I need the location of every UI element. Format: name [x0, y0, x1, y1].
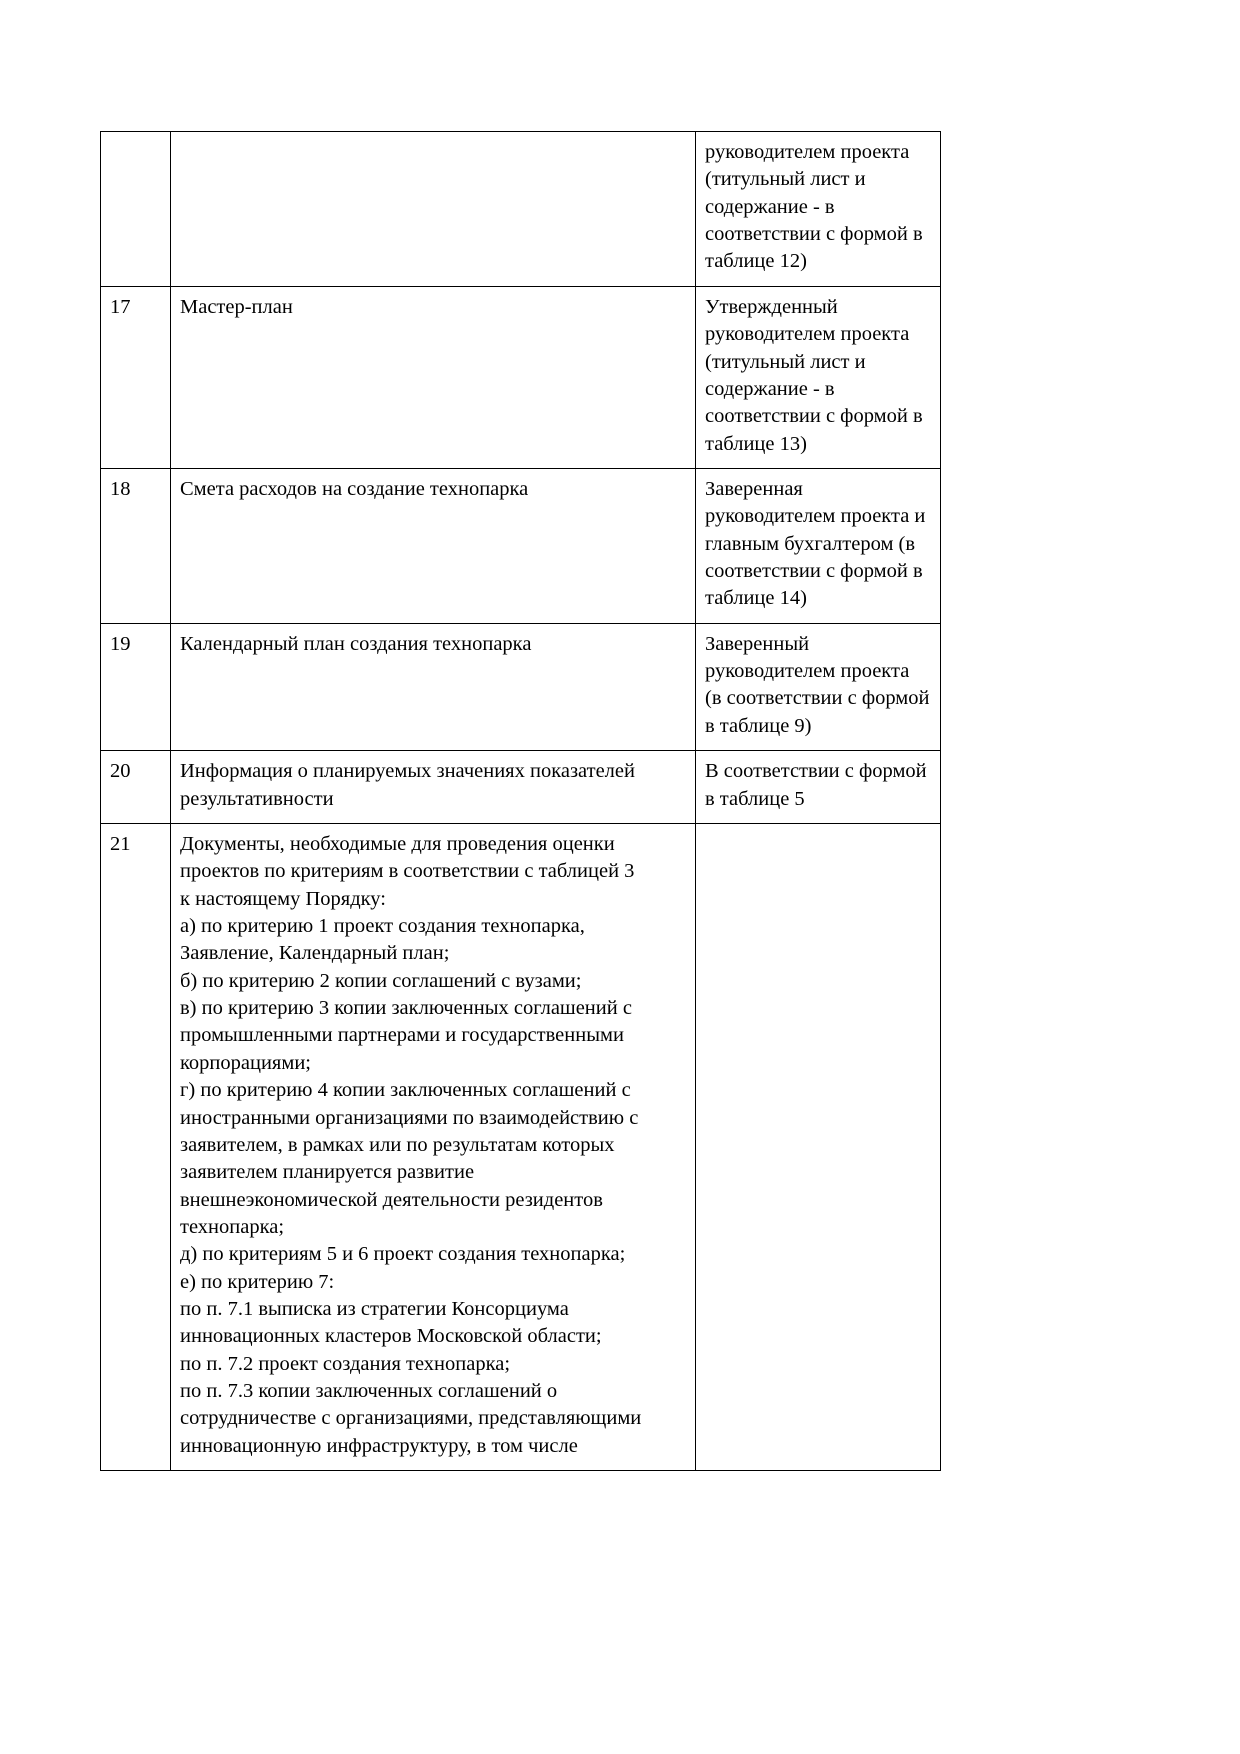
document-name-line: Документы, необходимые для проведения оценки	[180, 832, 615, 855]
table-row	[101, 468, 941, 623]
document-name-line: результативности	[180, 787, 334, 810]
row-number-cell	[101, 468, 171, 623]
table-row	[101, 286, 941, 468]
requirement-line: таблице 12)	[705, 250, 807, 273]
document-name: Мастер-план	[180, 295, 293, 318]
requirement-line: руководителем проекта	[705, 660, 910, 683]
document-name-line: г) по критерию 4 копии заключенных соглашений с	[180, 1079, 631, 1102]
requirement-line: главным бухгалтером (в	[705, 532, 916, 555]
document-name: Календарный план создания технопарка	[180, 632, 532, 655]
document-name-line: инновационных кластеров Московской области;	[180, 1325, 602, 1348]
table-row	[101, 823, 941, 1470]
requirements-table	[100, 131, 941, 1471]
document-name-line: иностранными организациями по взаимодействию с	[180, 1106, 639, 1129]
row-number-cell	[101, 623, 171, 750]
requirement-cell	[696, 751, 941, 824]
row-number: 18	[110, 477, 131, 500]
document-name-line: по п. 7.3 копии заключенных соглашений о	[180, 1380, 558, 1403]
requirement-empty	[705, 831, 931, 832]
document-name-line: в) по критерию 3 копии заключенных соглашений с	[180, 997, 632, 1020]
document-name-line: Заявление, Календарный план;	[180, 942, 450, 965]
row-number: 17	[110, 295, 131, 318]
document-name-line: внешнеэкономической деятельности резидентов	[180, 1188, 603, 1211]
requirement-line: соответствии с формой в	[705, 560, 923, 583]
document-name-cell	[171, 468, 696, 623]
row-number-cell	[101, 823, 171, 1470]
table-row	[101, 623, 941, 750]
document-name-line: корпорациями;	[180, 1051, 311, 1074]
requirement-line: Заверенный	[705, 632, 810, 655]
requirement-line: Заверенная	[705, 477, 803, 500]
requirement-line: соответствии с формой в	[705, 223, 923, 246]
document-name-cell	[171, 751, 696, 824]
requirement-line: таблице 13)	[705, 432, 807, 455]
document-name-line: промышленными партнерами и государственными	[180, 1024, 624, 1047]
document-name-line: по п. 7.1 выписка из стратегии Консорциума	[180, 1298, 569, 1321]
document-name-line: заявителем планируется развитие	[180, 1161, 475, 1184]
table-row	[101, 132, 941, 287]
document-name-line: сотрудничестве с организациями, представляющими	[180, 1407, 642, 1430]
requirement-cell	[696, 823, 941, 1470]
row-number-cell	[101, 751, 171, 824]
requirement-line: руководителем проекта	[705, 323, 910, 346]
row-number-cell	[101, 286, 171, 468]
document-name-line: технопарка;	[180, 1215, 285, 1238]
requirement-line: (в соответствии с формой	[705, 687, 930, 710]
document-name	[180, 139, 686, 140]
requirement-cell	[696, 623, 941, 750]
document-name-line: б) по критерию 2 копии соглашений с вузами;	[180, 969, 582, 992]
requirement-line: руководителем проекта	[705, 141, 910, 163]
requirement-cell	[696, 468, 941, 623]
document-name-line: заявителем, в рамках или по результатам которых	[180, 1133, 615, 1156]
requirement-line: соответствии с формой в	[705, 405, 923, 428]
document-name-cell	[171, 286, 696, 468]
requirement-line: руководителем проекта и	[705, 505, 926, 528]
document-name-cell	[171, 623, 696, 750]
requirement-line: (титульный лист и	[705, 350, 866, 373]
table-row	[101, 751, 941, 824]
document-name-line: по п. 7.2 проект создания технопарка;	[180, 1352, 511, 1375]
document-name-line: к настоящему Порядку:	[180, 887, 386, 910]
table-body	[101, 132, 941, 1471]
row-number: 19	[110, 632, 131, 655]
requirement-line: в таблице 5	[705, 787, 805, 810]
document-name-line: проектов по критериям в соответствии с таблицей 3	[180, 860, 635, 883]
requirement-line: В соответствии с формой	[705, 760, 927, 783]
document-name-line: е) по критерию 7:	[180, 1270, 335, 1293]
requirement-line: содержание - в	[705, 195, 835, 218]
document-name-line: Информация о планируемых значениях показателей	[180, 760, 635, 783]
document-name-cell	[171, 823, 696, 1470]
document-name-line: инновационную инфраструктуру, в том числе	[180, 1434, 578, 1457]
requirement-cell	[696, 132, 941, 287]
requirement-line: Утвержденный	[705, 295, 838, 318]
document-name-line: д) по критериям 5 и 6 проект создания технопарка;	[180, 1243, 626, 1266]
requirement-line: в таблице 9)	[705, 714, 812, 737]
document-name: Смета расходов на создание технопарка	[180, 477, 529, 500]
document-name-cell	[171, 132, 696, 287]
requirement-line: (титульный лист и	[705, 168, 866, 191]
requirement-line: таблице 14)	[705, 587, 807, 610]
row-number-cell	[101, 132, 171, 287]
requirement-cell	[696, 286, 941, 468]
row-number: 20	[110, 760, 131, 783]
row-number: 21	[110, 832, 131, 855]
document-name-line: а) по критерию 1 проект создания технопарка,	[180, 914, 585, 937]
requirement-line: содержание - в	[705, 377, 835, 400]
